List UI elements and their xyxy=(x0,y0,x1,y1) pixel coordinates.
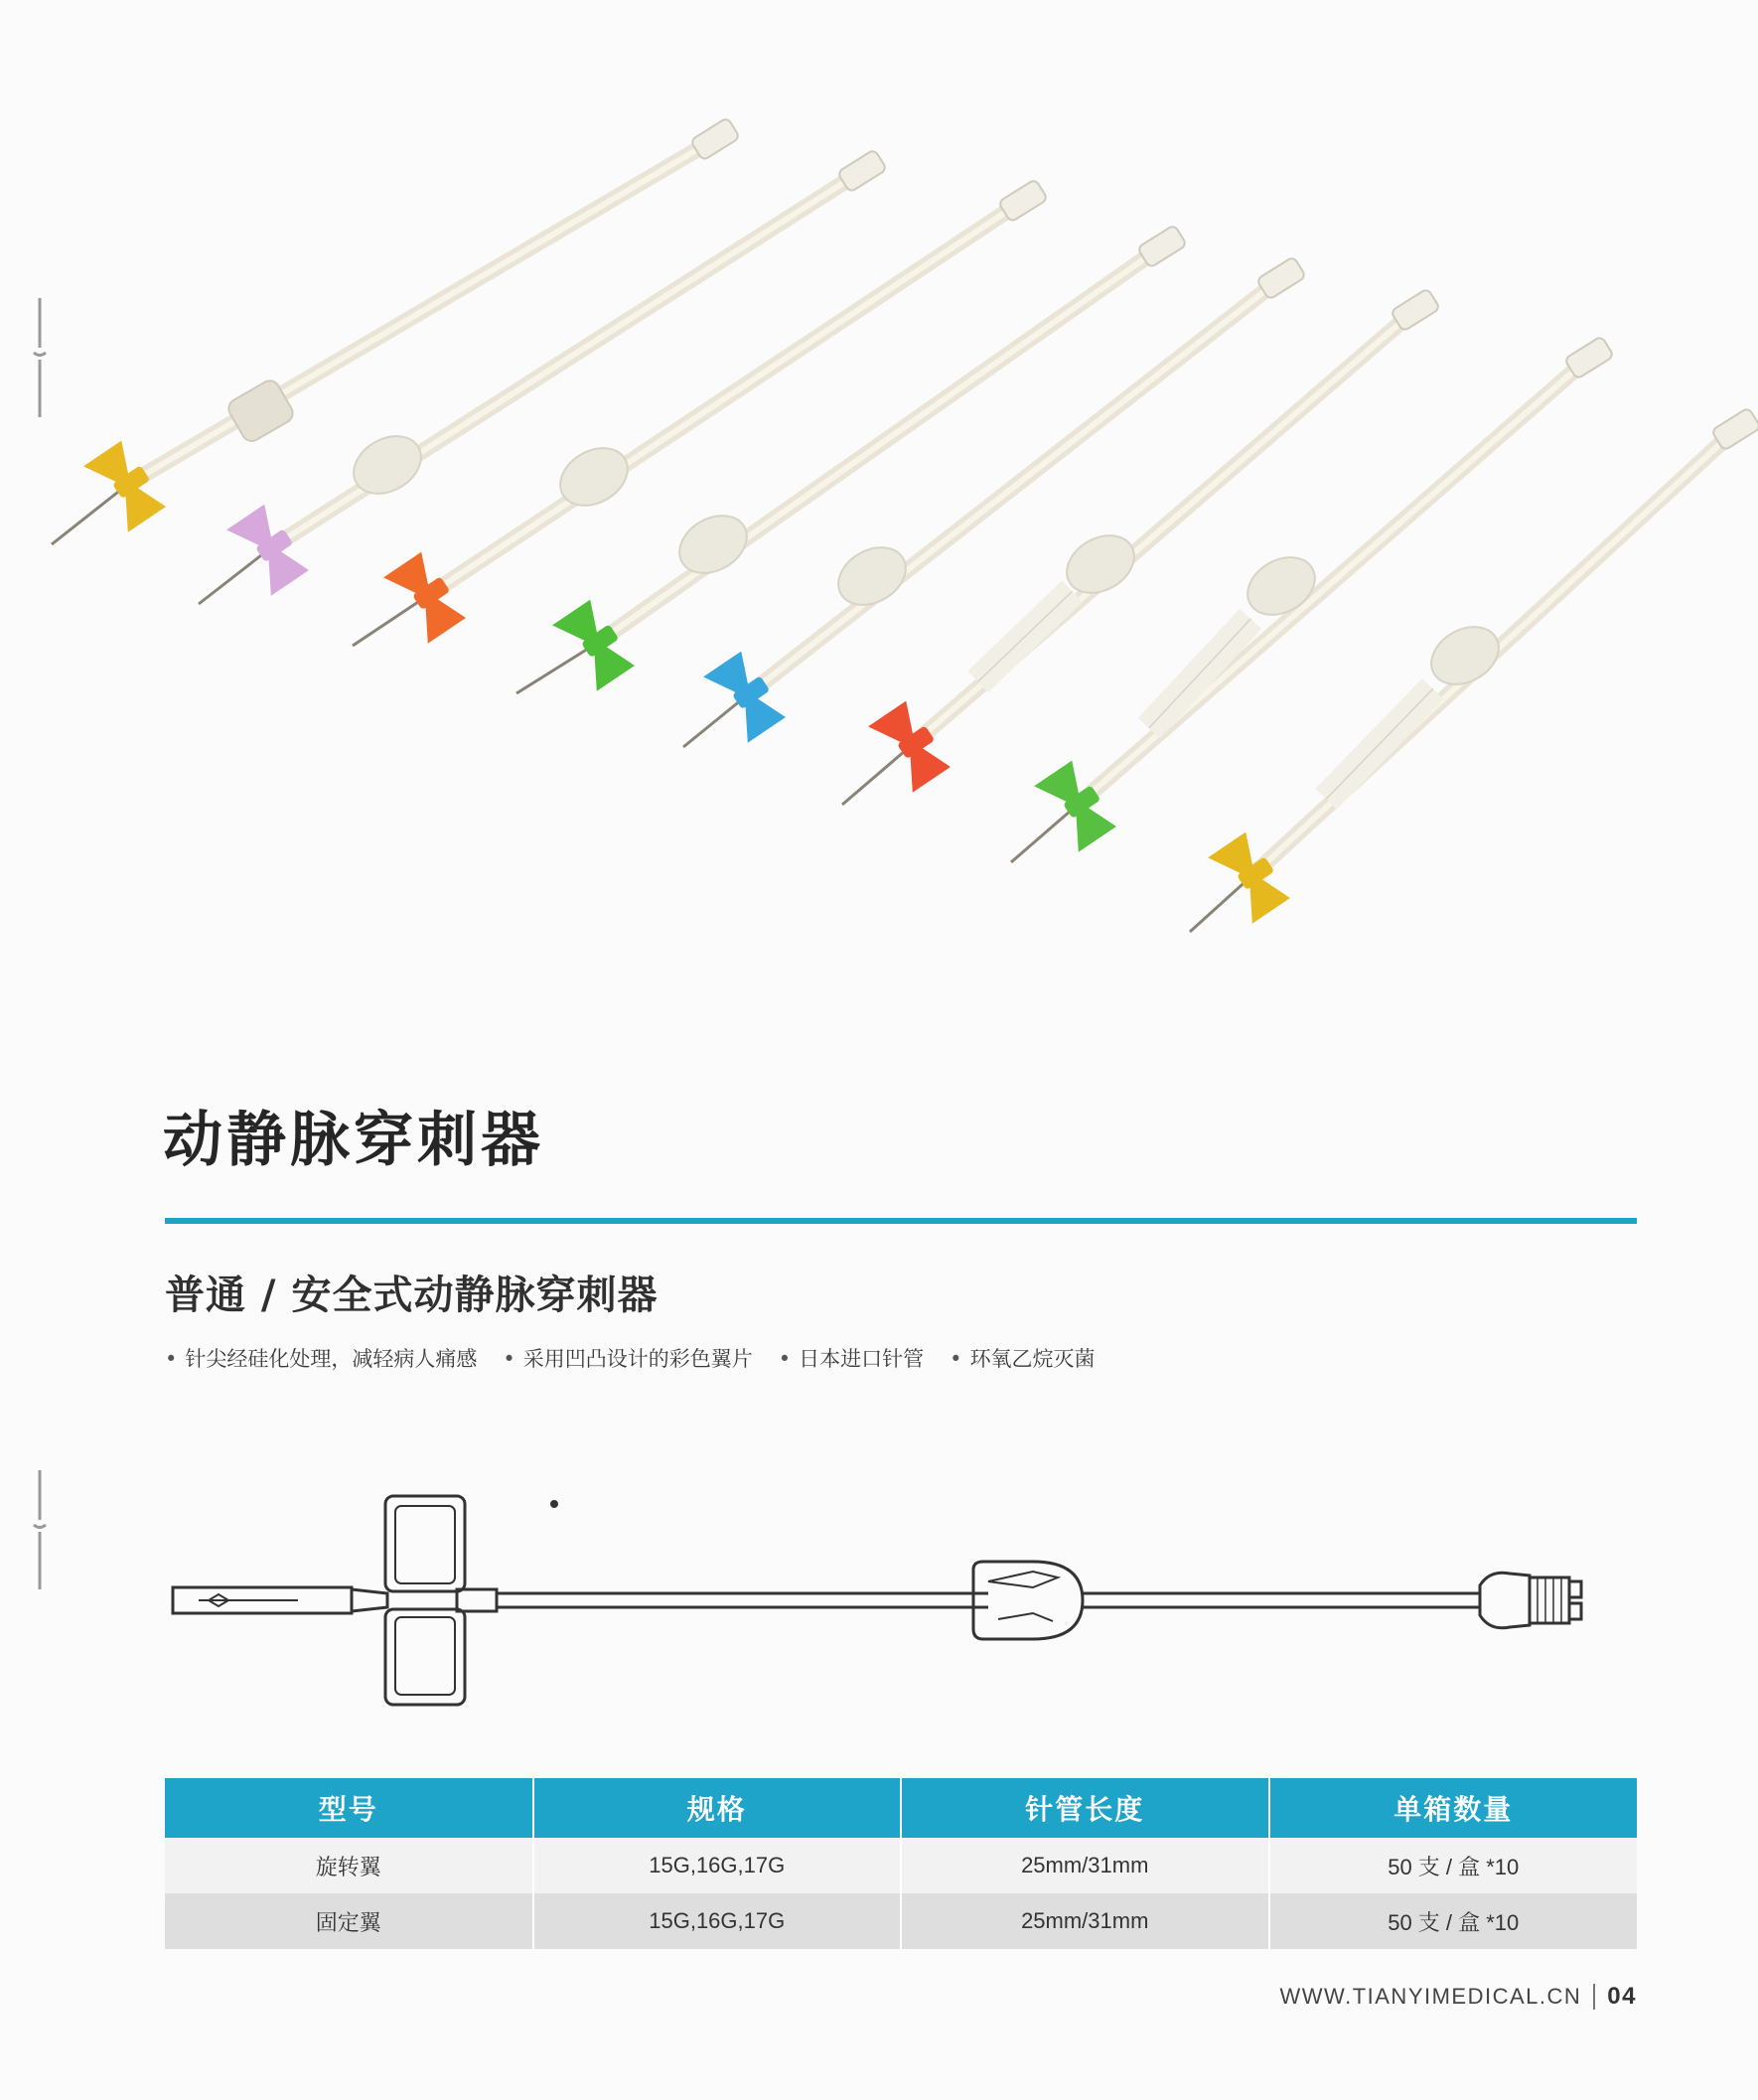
luer-connector xyxy=(1256,256,1306,300)
product-photo xyxy=(0,0,1758,993)
table-header-cell: 规格 xyxy=(533,1778,902,1838)
binder-mark-bottom xyxy=(30,1470,50,1589)
luer-connector xyxy=(690,117,740,161)
drawing-wing-top xyxy=(385,1496,465,1591)
technical-drawing xyxy=(159,1470,1649,1728)
needle-item xyxy=(1190,407,1758,932)
butterfly-wing xyxy=(383,551,468,644)
luer-connector xyxy=(1564,336,1614,379)
butterfly-wing xyxy=(226,504,311,596)
table-header-row xyxy=(165,1778,1637,1838)
luer-connector xyxy=(1391,288,1440,332)
page-number: 04 xyxy=(1607,1983,1637,2010)
table-cell: 15G,16G,17G xyxy=(533,1893,902,1949)
table-header-cell: 针管长度 xyxy=(901,1778,1269,1838)
tube-clamp xyxy=(828,535,916,616)
table-header-cell: 型号 xyxy=(165,1778,533,1838)
luer-connector xyxy=(1137,225,1187,268)
section-subtitle: 普通 / 安全式动静脉穿刺器 xyxy=(165,1273,659,1318)
feature-item: • 环氧乙烷灭菌 xyxy=(950,1343,1095,1373)
page-title: 动静脉穿刺器 xyxy=(163,1106,544,1175)
drawing-tubing xyxy=(497,1593,988,1607)
butterfly-wing xyxy=(83,440,168,532)
table-cell: 旋转翼 xyxy=(165,1838,533,1893)
drawing-connector xyxy=(1480,1573,1530,1628)
table-header-cell: 单箱数量 xyxy=(1269,1778,1638,1838)
tube-clamp xyxy=(669,504,757,584)
drawing-wing-bottom xyxy=(385,1609,465,1705)
tube-clamp xyxy=(1238,545,1325,626)
tube-clamp xyxy=(1421,615,1509,695)
table-cell: 25mm/31mm xyxy=(901,1838,1269,1893)
table-cell: 25mm/31mm xyxy=(901,1893,1269,1949)
feature-item: • 针尖经硅化处理，减轻病人痛感 xyxy=(165,1343,477,1373)
title-divider xyxy=(165,1218,1637,1224)
feature-item: • 采用凹凸设计的彩色翼片 xyxy=(503,1343,752,1373)
table-cell: 固定翼 xyxy=(165,1893,533,1949)
table-cell: 15G,16G,17G xyxy=(533,1838,902,1893)
table-row xyxy=(165,1893,1637,1949)
feature-list xyxy=(165,1343,1096,1373)
luer-connector xyxy=(837,149,887,193)
table-row xyxy=(165,1838,1637,1893)
feature-item: • 日本进口针管 xyxy=(779,1343,924,1373)
luer-connector xyxy=(998,179,1048,223)
spec-table xyxy=(165,1778,1637,1949)
butterfly-wing xyxy=(552,599,637,691)
page-footer xyxy=(1280,1983,1637,2011)
table-cell: 50 支 / 盒 *10 xyxy=(1269,1893,1638,1949)
website-link[interactable]: WWW.TIANYIMEDICAL.CN xyxy=(1279,1984,1582,2009)
table-cell: 50 支 / 盒 *10 xyxy=(1269,1838,1638,1893)
footer-separator xyxy=(1593,1984,1595,2010)
